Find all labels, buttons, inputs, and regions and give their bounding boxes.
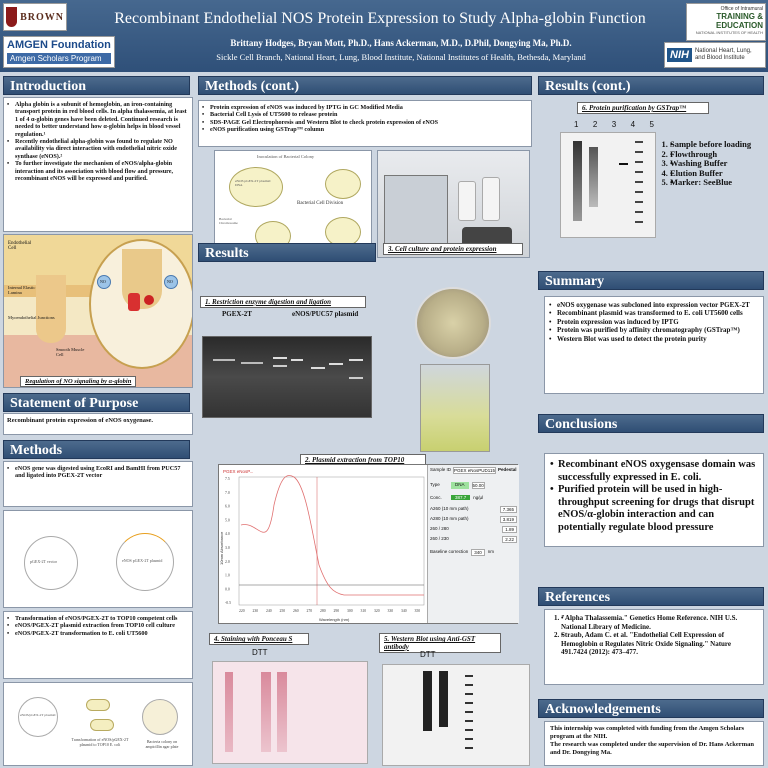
list-item: • SDS-PAGE Gel Electrophoresis and Western Blot to check protein expression of eNOS [202,119,528,126]
inoculation-diagram [214,150,372,258]
list-item: • Protein expression was induced by IPTG [549,318,759,326]
ack-line: This internship was completed with funding from the Amgen Scholars program at the NIH. [550,725,744,740]
brown-logo-text: BROWN [20,11,64,23]
list-item: • Transformation of eNOS/PGEX-2T to TOP10 competent cells [7,615,189,622]
y-tick-label: -0.5 [225,601,232,606]
methods-cont-heading: Methods (cont.) [198,76,532,95]
blot-lane [589,147,598,207]
gstrap-legend-list [660,140,766,188]
nanodrop-sidebar [427,465,519,623]
list-item: • Protein expression of eNOS was induced by IPTG in GC Modified Media [202,104,528,111]
enos-protein-icon [128,293,140,311]
poster-title: Recombinant Endothelial NOS Protein Expression to Study Alpha-globin Function [114,10,646,27]
y-tick-label: 3.0 [225,546,230,550]
plasmid-label: eNOS pGEX-2T plasmid [122,558,163,563]
list-item: • Protein was purified by affinity chromatography (GSTrap™) [549,326,759,334]
absorbance-curve [241,475,424,595]
x-tick-label: 350 [414,609,421,613]
introduction-list [7,101,189,182]
gel-band [349,377,363,379]
alpha-globin-icon [144,295,154,305]
x-tick-label: 310 [360,609,367,613]
fig3-title: 3. Cell culture and protein expression [383,243,523,255]
metric-label: A280 (10 mm path) [430,516,469,521]
x-ticks [239,609,420,613]
type-label: Type [430,482,440,487]
references-list [549,614,759,657]
figure-label: Internal Elastic Lamina [8,285,36,295]
conc-unit: ng/µl [473,495,484,500]
legend-item: • 5. Marker: SeeBlue [670,178,766,188]
acknowledgements-panel [544,721,764,766]
diagram-label: Bacterial Chromosome [219,217,238,225]
list-item: • Recombinant eNOS oxygensase domain was successfully expressed in E. coli. [550,459,758,484]
figure-label: NO [167,279,173,284]
spectrum-plot [219,465,429,623]
western-blot-image [382,664,530,766]
bottle-icon [458,181,476,221]
amgen-logo-text: AMGEN Foundation [7,39,111,51]
bacterium-icon [90,719,114,731]
brown-logo [3,3,67,31]
blot-lane [439,671,448,727]
metric-value: 1.89 [502,526,517,533]
y-tick-label: 1.0 [225,573,230,578]
y-tick-label: 2.0 [225,559,230,564]
bacterium-icon [325,169,361,199]
lane-number: 1 [574,120,579,129]
x-tick-label: 240 [266,609,272,613]
training-logo-top: Office of Intramural [720,6,763,12]
fig4-dtt-label: DTT [252,648,268,657]
stained-lane [261,672,271,752]
list-item: • Western Blot was used to detect the protein purity [549,335,759,343]
x-tick-label: 220 [239,609,245,613]
metric-value: 7.365 [500,506,517,513]
legend-item: • 2. Flowthrough [670,150,766,160]
diagram-title: Inoculation of Bacterial Colony [257,154,315,159]
gel-band [329,363,343,365]
gel-band [273,357,287,359]
methods-list-1 [7,465,189,480]
nih-logo [664,42,766,68]
x-tick-label: 330 [387,609,394,613]
restriction-gel-image [202,336,372,418]
conclusions-heading: Conclusions [538,414,764,433]
summary-heading: Summary [538,271,764,290]
marker-lane [465,675,473,755]
figure-label: Endothelial Cell [8,241,32,251]
x-tick-label: 260 [293,609,299,613]
list-item: • eNOS purification using GSTrap™ column [202,126,528,133]
bottle-icon [482,177,500,221]
blot-lane [573,141,582,221]
methods-panel-2 [3,611,193,679]
purpose-panel [3,413,193,435]
introduction-panel [3,97,193,232]
fig1-title: 1. Restriction enzyme digestion and ligation [200,296,366,308]
fig5-title: 5. Western Blot using Anti-GST antibody [379,633,501,653]
gstrap-lane-numbers [574,120,654,129]
no-signaling-caption: Regulation of NO signaling by α-globin [20,376,136,387]
references-panel [544,609,764,685]
transform-label: eNOS/pGEX-2T plasmid [20,713,56,717]
legend-item: • 4. Elution Buffer [670,169,766,179]
summary-panel [544,296,764,394]
list-item: • Recently endothelial alpha-globin was found to regulate NO availability via direct interaction with endothelial nitric oxide synthase (eNOS).² [7,138,189,160]
plot-frame [239,477,424,605]
list-item: • Purified protein will be used in high-throughput screening for drugs that disrupt eNOS/α-globin interaction and can potentially regulate blood pressure [550,484,758,534]
list-item: • eNOS/PGEX-2T transformation to E. coli UT5600 [7,630,189,637]
diagram-label: Bacterial Cell Division [297,201,344,206]
nih-logo-mark: NIH [667,48,692,62]
blot-band [619,163,628,165]
lane-number: 3 [611,120,617,129]
gstrap-blot-image [560,132,656,238]
plasmid-figure [3,510,193,608]
y-tick-label: 6.0 [225,504,230,509]
figure-label: NO [100,279,106,284]
bacterium-icon [229,167,283,207]
poster-affiliation: Sickle Cell Branch, National Heart, Lung, Blood Institute, National Institutes of Health, Bethesda, Maryland [216,52,586,62]
lab-equipment-photo [377,150,530,258]
sample-id-label: Sample ID [430,467,452,472]
conc-value: 387.7 [451,495,470,500]
petri-dish-photo [415,287,491,359]
gel-band [349,359,363,361]
list-item: • Alpha globin is a subunit of hemoglobin, an iron-containing transport protein in red blood cells. In alpha thalassemia, at least 1 of 4 α-globin genes have been deleted. Continued research is needed to better understand how α-globin helps in blood vessel regulation.¹ [7,101,189,138]
nanodrop-chart [218,464,518,624]
conclusions-panel [544,453,764,547]
x-tick-label: 250 [279,609,286,613]
x-tick-label: 270 [306,609,313,613]
lane-number: 4 [630,120,636,129]
ponceau-blot-image [212,661,368,764]
gstrap-legend [660,140,766,188]
introduction-heading: Introduction [3,76,190,95]
culture-flask-photo [420,364,490,452]
results-heading: Results [198,243,376,262]
no-signaling-figure [3,234,193,388]
lane-number: 2 [592,120,598,129]
amgen-logo [3,36,115,68]
fig2-title: 2. Plasmid extraction from TOP10 [300,454,426,466]
reference-item: • 2. Straub, Adam C. et al. "Endothelial Cell Expression of Hemoglobin α Regulates Nitric Oxide Signaling." Nature 491.7424 (2012): 473–477. [561,631,759,657]
baseline-label: Baseline correction [430,549,469,554]
legend-item: • 3. Washing Buffer [670,159,766,169]
metric-row [430,526,517,533]
list-item: • eNOS/PGEX-2T plasmid extraction from TOP10 cell culture [7,622,189,629]
metric-row [430,506,517,513]
metric-label: 260 / 280 [430,526,449,531]
type-value: DNA [451,482,469,489]
baseline-value: 340 [471,549,485,556]
statement-of-purpose-heading: Statement of Purpose [3,393,190,412]
x-tick-label: 340 [401,609,407,613]
metric-row [430,516,517,523]
references-heading: References [538,587,764,606]
gel-band [273,365,287,367]
brown-shield-icon [6,7,17,27]
conclusions-list [550,459,758,534]
gel-band [291,359,303,361]
amgen-logo-sub: Amgen Scholars Program [7,53,111,64]
metric-rows [430,506,517,543]
pedestal-label: Pedestal [497,467,517,472]
figure-label: Smooth Muscle Cell [56,347,85,357]
y-tick-label: 0.0 [225,587,230,592]
fig6-title: 6. Protein purification by GSTrap™ [577,102,709,114]
bacterium-icon [86,699,110,711]
diagram-label: eNOS pGEX-2T plasmid DNA [235,179,271,187]
y-ticks [225,477,231,605]
list-item: • Bacterial Cell Lysis of UT5600 to release protein [202,111,528,118]
training-logo-sub: NATIONAL INSTITUTES OF HEALTH [695,30,763,35]
conc-label: Conc. [430,495,442,500]
gel-band [241,362,263,364]
x-axis-label: Wavelength (nm) [319,617,350,622]
ack-line: The research was completed under the supervision of Dr. Hans Ackerman and Dr. Dongying Ma. [550,741,754,756]
fig1-label-b: eNOS/PUC57 plasmid [292,310,359,318]
y-tick-label: 5.0 [225,518,230,523]
x-tick-label: 320 [374,609,380,613]
y-axis-label: 10mm Absorbance [219,531,224,565]
training-logo-text: TRAINING & EDUCATION [716,12,763,30]
stained-lane [277,672,287,752]
purpose-text: Recombinant protein expression of eNOS oxygenase. [7,417,154,424]
metric-value: 2.22 [502,536,517,543]
x-tick-label: 230 [252,609,259,613]
plot-title: PGEX eNosP... [223,469,254,474]
list-item: • eNOS gene was digested using EcoRI and BamHI from PUC57 and ligated into PGEX-2T vector [7,465,189,480]
x-tick-label: 290 [333,609,340,613]
metric-label: 260 / 230 [430,536,449,541]
fig5-dtt-label: DTT [420,650,436,659]
gel-band [213,359,235,361]
blot-lane [423,671,432,731]
list-item: • eNOS oxygenase was subcloned into expression vector PGEX-2T [549,301,759,309]
metric-row [430,536,517,543]
agar-plate-icon [142,699,178,735]
stained-lane [225,672,233,752]
type-factor: 50.00 [472,483,484,488]
gel-band [311,367,325,369]
metric-value: 3.819 [500,516,517,523]
transform-label: Transformation of eNOS/pGEX-2T plasmid to TOP10 E. coli [71,737,129,747]
methods-cont-list [202,104,528,134]
sample-id-value: PGEX eNosPUD115 [454,468,495,473]
figure-label: Myoendothelial Junctions [8,315,55,320]
marker-lane [635,141,643,231]
methods-list-2 [7,615,189,637]
baseline-unit: nm [487,549,495,554]
methods-heading: Methods [3,440,190,459]
acknowledgements-heading: Acknowledgements [538,699,764,718]
fig1-label-a: PGEX-2T [222,310,252,318]
vector-circle [18,697,58,737]
legend-item: • 1. Sample before loading [670,140,766,150]
transformation-figure [3,682,193,766]
training-logo [686,3,766,41]
list-item: • Recombinant plasmid was transformed to E. coli UT5600 cells [549,309,759,317]
results-cont-heading: Results (cont.) [538,76,764,95]
plasmid-label: pGEX-2T vector [30,559,57,564]
y-tick-label: 7.5 [225,477,230,481]
x-tick-label: 280 [320,609,326,613]
y-tick-label: 4.0 [225,532,230,537]
transform-label: Bacteria colony on ampicillin agar plate [145,739,179,749]
metric-label: A260 (10 mm path) [430,506,469,511]
fig4-title: 4. Staining with Ponceau S [209,633,309,645]
nih-logo-text: National Heart, Lung, and Blood Institute [694,48,752,61]
lane-number: 5 [649,120,654,129]
methods-cont-panel [198,100,532,147]
x-tick-label: 300 [347,609,353,613]
methods-panel-1 [3,461,193,507]
poster-authors: Brittany Hodges, Bryan Mott, Ph.D., Hans Ackerman, M.D., D.Phil, Dongying Ma, Ph.D. [230,38,572,48]
reference-item: • 1. "Alpha Thalassemia." Genetics Home Reference. NIH U.S. National Library of Medicine. [561,614,759,631]
y-tick-label: 7.0 [225,490,230,495]
summary-list [549,301,759,343]
list-item: • To further investigate the mechanism of eNOS/alpha-globin interaction and its association with blood flow and pressure, recombinant eNOS will be expressed and purified. [7,160,189,182]
